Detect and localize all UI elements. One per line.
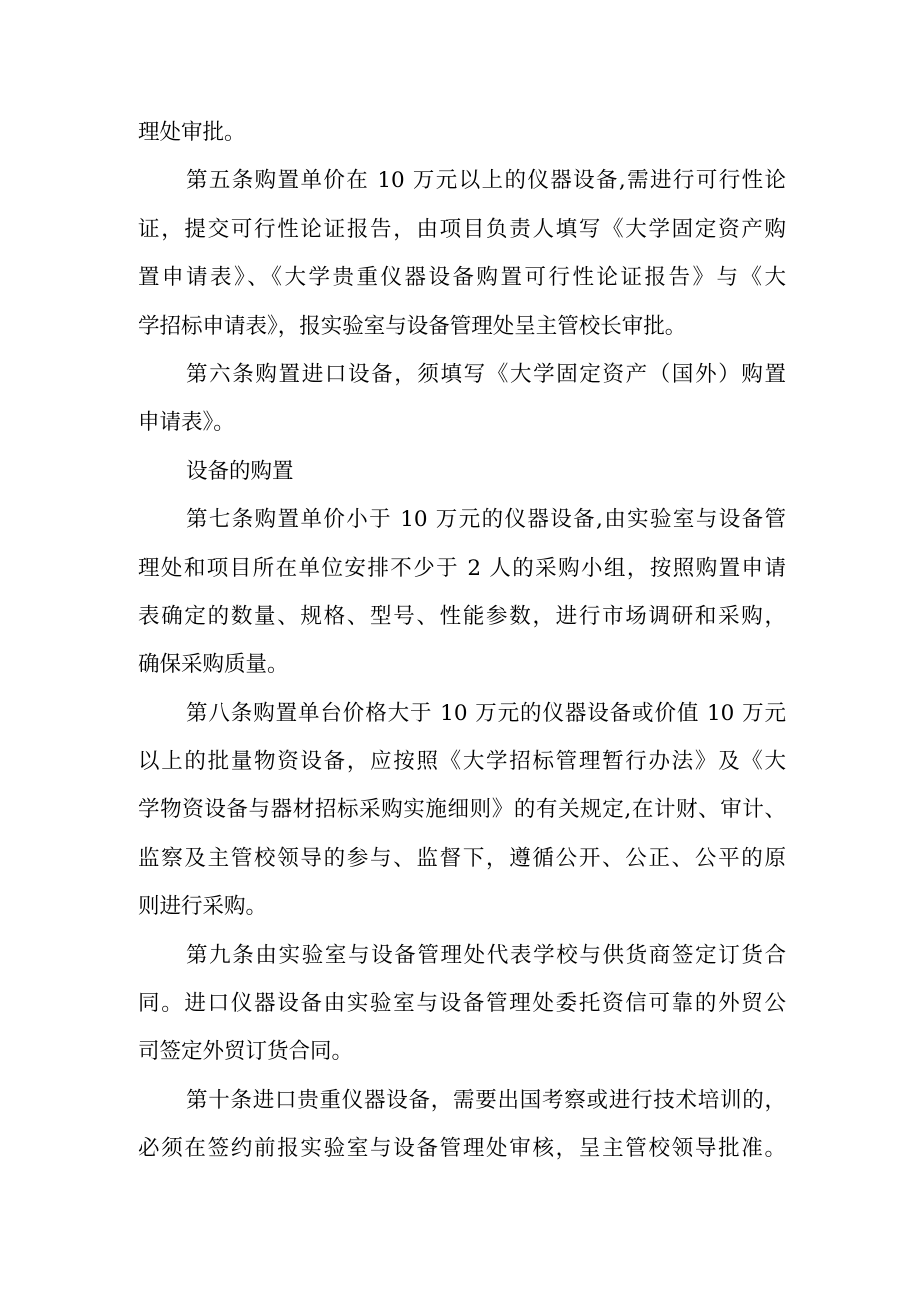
paragraph-article-6: [138, 351, 786, 448]
paragraph-article-9: [138, 932, 786, 1077]
text-line: 学招标申请表》，报实验室与设备管理处呈主管校长审批。: [138, 313, 687, 339]
paragraph-continuation: [138, 109, 786, 157]
paragraph-article-5: [138, 157, 786, 351]
text-line: 第十条进口贵重仪器设备，需要出国考察或进行技术培训的，: [186, 1087, 786, 1113]
paragraph-article-10: [138, 1077, 786, 1174]
text-line: 第五条购置单价在 10 万元以上的仪器设备,需进行可行性论: [186, 168, 786, 194]
section-heading: [138, 448, 786, 496]
text-line: 同。进口仪器设备由实验室与设备管理处委托资信可靠的外贸公: [138, 991, 786, 1017]
text-line: 申请表》。: [138, 410, 235, 436]
text-line: 证，提交可行性论证报告，由项目负责人填写《大学固定资产购: [138, 216, 786, 242]
document-page: [138, 109, 786, 1174]
text-line: 第八条购置单台价格大于 10 万元的仪器设备或价值 10 万元: [186, 700, 786, 726]
text-line: 确保采购质量。: [138, 652, 289, 678]
text-line: 第九条由实验室与设备管理处代表学校与供货商签定订货合: [186, 942, 786, 968]
section-title: 设备的购置: [186, 458, 294, 484]
text-line: 理处和项目所在单位安排不少于 2 人的采购小组，按照购置申请: [138, 555, 786, 581]
text-line: 理处审批。: [138, 120, 246, 145]
text-line: 以上的批量物资设备，应按照《大学招标管理暂行办法》及《大: [138, 749, 786, 775]
text-line: 司签定外贸订货合同。: [138, 1039, 354, 1065]
text-line: 置申请表》、《大学贵重仪器设备购置可行性论证报告》与《大: [138, 265, 786, 291]
paragraph-article-7: [138, 496, 786, 690]
text-line: 监察及主管校领导的参与、监督下，遵循公开、公正、公平的原: [138, 845, 786, 871]
text-line: 第六条购置进口设备，须填写《大学固定资产（国外）购置: [186, 361, 786, 387]
paragraph-article-8: [138, 690, 786, 932]
text-line: 则进行采购。: [138, 894, 268, 920]
text-line: 学物资设备与器材招标采购实施细则》的有关规定,在计财、审计、: [138, 797, 786, 823]
text-line: 第七条购置单价小于 10 万元的仪器设备,由实验室与设备管: [186, 507, 786, 533]
text-line: 表确定的数量、规格、型号、性能参数，进行市场调研和采购，: [138, 603, 786, 629]
text-line: 必须在签约前报实验室与设备管理处审核，呈主管校领导批准。: [138, 1136, 786, 1162]
